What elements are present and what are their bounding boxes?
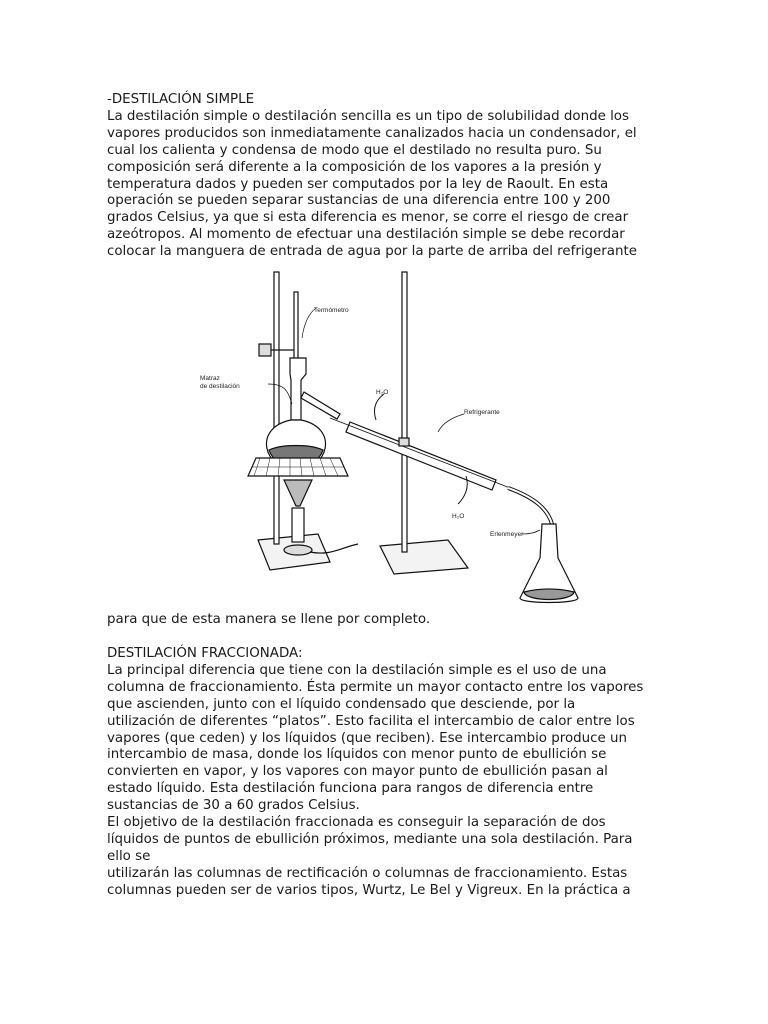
paragraph-line: La principal diferencia que tiene con la destilación simple es el uso de una <box>107 662 607 678</box>
thermometer <box>294 292 298 364</box>
right-stand-rod <box>402 272 407 552</box>
paragraph-line: columnas pueden ser de varios tipos, Wurtz, Le Bel y Vigreux. En la práctica a <box>107 882 631 898</box>
label-erlenmeyer: Erlenmeyer <box>490 531 524 538</box>
paragraph-line: operación se pueden separar sustancias de una diferencia entre 100 y 200 <box>107 193 611 209</box>
section-fractional-distillation <box>107 646 667 900</box>
paragraph-line: para que de esta manera se llene por completo. <box>107 612 431 627</box>
paragraph-line: vapores producidos son inmediatamente canalizados hacia un condensador, el <box>107 125 637 141</box>
burner-flame <box>284 480 312 506</box>
paragraph-line: líquidos de puntos de ebullición próximos, mediante una sola destilación. Para <box>107 831 633 847</box>
label-h2o-top: H₂O <box>376 389 389 396</box>
paragraph-line: columna de fraccionamiento. Ésta permite un mayor contacto entre los vapores <box>107 679 644 695</box>
paragraph-line: ello se <box>107 848 151 864</box>
section-simple-distillation <box>107 92 667 261</box>
label-h2o-bottom: H₂O <box>452 513 465 520</box>
paragraph-line: convierten en vapor, y los vapores con mayor punto de ebullición pasan al <box>107 764 608 780</box>
paragraph-line: La destilación simple o destilación sencilla es un tipo de solubilidad donde los <box>107 108 629 124</box>
continuation-paragraph <box>107 612 667 629</box>
right-stand-base <box>380 540 468 574</box>
label-flask-2: de destilación <box>200 383 240 390</box>
paragraph-line: utilización de diferentes “platos”. Esto facilita el intercambio de calor entre los <box>107 713 635 729</box>
left-stand-rod <box>274 272 279 544</box>
label-thermometer: Termómetro <box>314 307 349 314</box>
paragraph-line: temperatura dados y pueden ser computados por la ley de Raoult. En esta <box>107 176 609 192</box>
paragraph-line: cual los calienta y condensa de modo que el destilado no resulta puro. Su <box>107 142 602 158</box>
paragraph-line: utilizarán las columnas de rectificación o columnas de fraccionamiento. Estas <box>107 865 628 881</box>
flask-side-arm <box>301 392 340 419</box>
paragraph-line: que ascienden, junto con el líquido condensado que desciende, por la <box>107 696 576 712</box>
section-heading: -DESTILACIÓN SIMPLE <box>107 92 255 107</box>
clamp <box>259 344 271 356</box>
paragraph-line: azeótropos. Al momento de efectuar una destilación simple se debe recordar <box>107 227 625 243</box>
burner <box>292 508 304 542</box>
paragraph-line: composición será diferente a la composición de los vapores a la presión y <box>107 159 602 175</box>
section-heading: DESTILACIÓN FRACCIONADA: <box>107 646 303 661</box>
paragraph-line: grados Celsius, ya que si esta diferencia es menor, se corre el riesgo de crear <box>107 210 629 226</box>
label-condenser: Refrigerante <box>464 409 500 416</box>
paragraph-line: El objetivo de la destilación fraccionada es conseguir la separación de dos <box>107 815 606 831</box>
paragraph-line: vapores (que ceden) y los líquidos (que reciben). Ese intercambio produce un <box>107 730 627 746</box>
flask-neck <box>290 358 306 420</box>
paragraph-line: estado líquido. Esta destilación funciona para rangos de diferencia entre <box>107 781 594 797</box>
paragraph-line: colocar la manguera de entrada de agua por la parte de arriba del refrigerante <box>107 244 637 260</box>
adapter <box>508 488 552 524</box>
water-inlet <box>374 394 384 420</box>
paragraph-line: intercambio de masa, donde los líquidos con menor punto de ebullición se <box>107 747 607 763</box>
condenser <box>346 422 496 490</box>
paragraph-line: sustancias de 30 a 60 grados Celsius. <box>107 798 360 814</box>
distillation-apparatus-figure <box>180 262 590 618</box>
label-flask: Matraz <box>200 375 220 382</box>
